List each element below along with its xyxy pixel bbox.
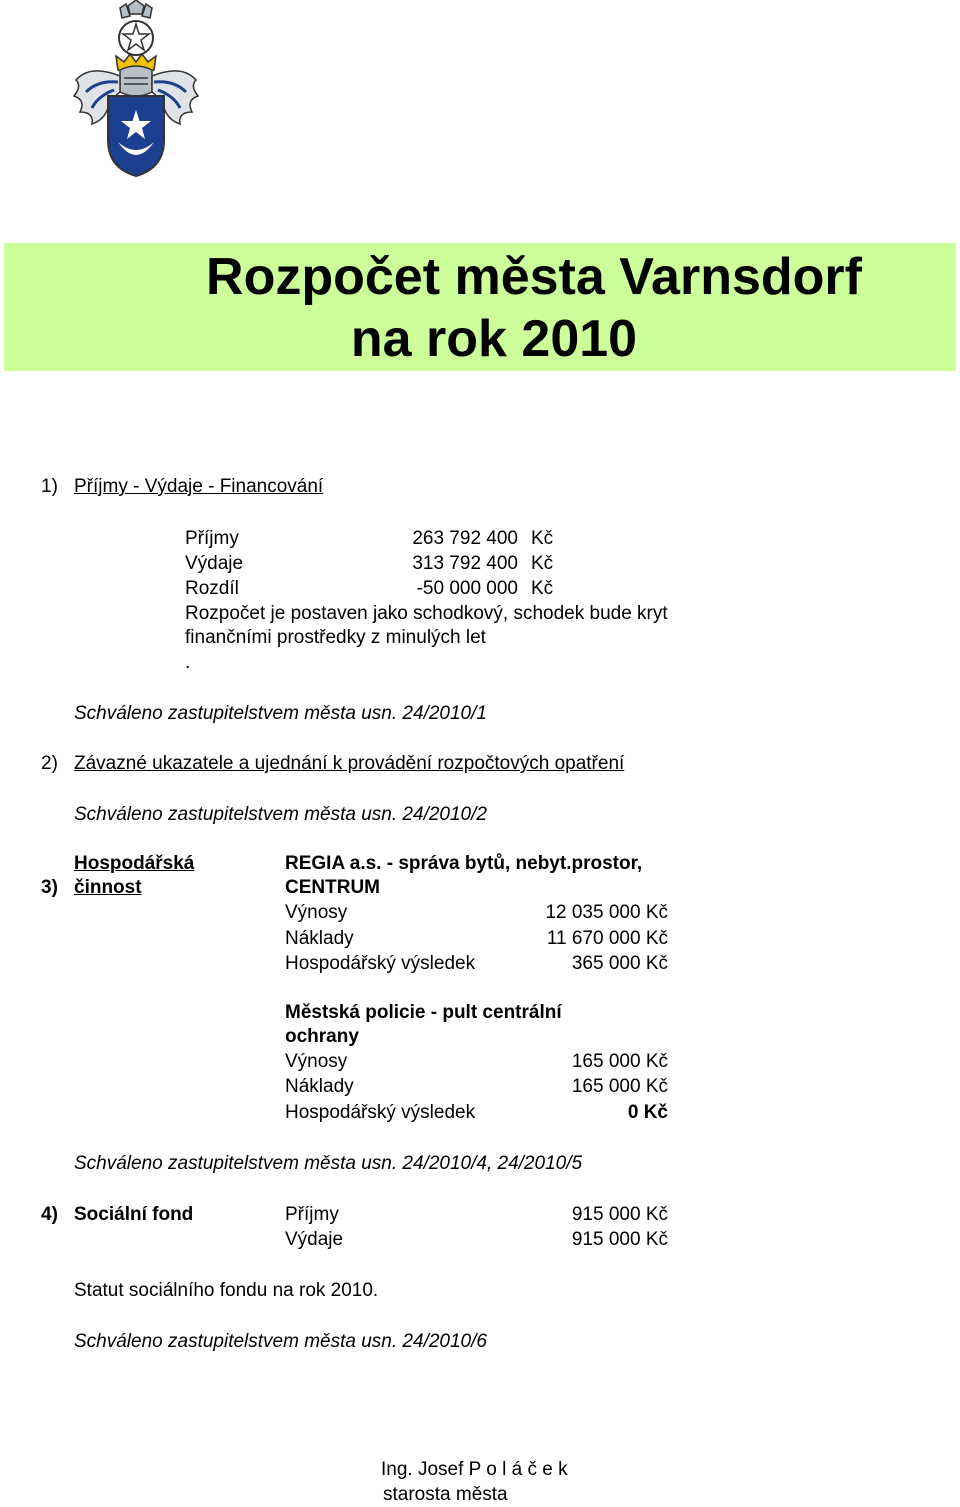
police-row-value: 165 000 Kč	[571, 1076, 668, 1097]
regia-row-value: 12 035 000 Kč	[545, 902, 668, 923]
section2-number: 2)	[41, 753, 58, 774]
regia-row-label: Hospodářský výsledek	[285, 953, 476, 974]
section1-row-unit: Kč	[531, 578, 554, 599]
section1-row-amount: 263 792 400	[412, 528, 518, 549]
regia-title: REGIA a.s. - správa bytů, nebyt.prostor,	[285, 853, 643, 874]
section1-note: Rozpočet je postaven jako schodkový, schodek bude kryt	[185, 603, 668, 624]
section4-row-label: Výdaje	[285, 1229, 344, 1250]
section4-row-value: 915 000 Kč	[571, 1204, 668, 1225]
police-row-value: 0 Kč	[627, 1102, 668, 1123]
section3-approval: Schváleno zastupitelstvem města usn. 24/2010/4, 24/2010/5	[74, 1153, 583, 1174]
police-title: Městská policie - pult centrální	[285, 1002, 562, 1023]
signatory-title: starosta města	[383, 1484, 508, 1505]
section1-row-amount: 313 792 400	[412, 553, 518, 574]
section1-row-label: Výdaje	[185, 553, 244, 574]
section4-row-value: 915 000 Kč	[571, 1229, 668, 1250]
section1-row-label: Rozdíl	[185, 578, 239, 599]
coat-of-arms-icon	[68, 0, 204, 180]
section4-heading: Sociální fond	[74, 1204, 194, 1225]
section2-approval: Schváleno zastupitelstvem města usn. 24/2010/2	[74, 804, 487, 825]
police-row-value: 165 000 Kč	[571, 1051, 668, 1072]
police-row-label: Náklady	[285, 1076, 354, 1097]
title-banner	[4, 243, 956, 371]
signatory-name: Ing. Josef P o l á č e k	[381, 1459, 568, 1480]
section1-row-amount: -50 000 000	[416, 578, 518, 599]
police-row-label: Výnosy	[285, 1051, 348, 1072]
section1-row-label: Příjmy	[185, 528, 239, 549]
page-title: Rozpočet města Varnsdorf	[206, 248, 862, 306]
section4-statute: Statut sociálního fondu na rok 2010.	[74, 1280, 379, 1301]
regia-row-label: Náklady	[285, 928, 354, 949]
section3-number: 3)	[41, 877, 58, 898]
section4-row-label: Příjmy	[285, 1204, 339, 1225]
section1-row-unit: Kč	[531, 528, 554, 549]
section3-heading: Hospodářská	[74, 853, 195, 874]
section1-row-unit: Kč	[531, 553, 554, 574]
section1-number: 1)	[41, 476, 58, 497]
section1-note: finančními prostředky z minulých let	[185, 627, 486, 648]
regia-row-value: 365 000 Kč	[571, 953, 668, 974]
regia-row-value: 11 670 000 Kč	[546, 928, 668, 949]
page-subtitle: na rok 2010	[350, 310, 638, 368]
section2-heading: Závazné ukazatele a ujednání k provádění rozpočtových opatření	[74, 753, 625, 774]
section3-heading: činnost	[74, 877, 142, 898]
section4-number: 4)	[41, 1204, 58, 1225]
section1-heading: Příjmy - Výdaje - Financování	[74, 476, 324, 497]
regia-row-label: Výnosy	[285, 902, 348, 923]
police-row-label: Hospodářský výsledek	[285, 1102, 476, 1123]
police-title: ochrany	[285, 1026, 359, 1047]
section1-approval: Schváleno zastupitelstvem města usn. 24/2010/1	[74, 703, 487, 724]
section1-note: .	[185, 652, 191, 673]
regia-title: CENTRUM	[285, 877, 380, 898]
section4-approval: Schváleno zastupitelstvem města usn. 24/2010/6	[74, 1331, 487, 1352]
